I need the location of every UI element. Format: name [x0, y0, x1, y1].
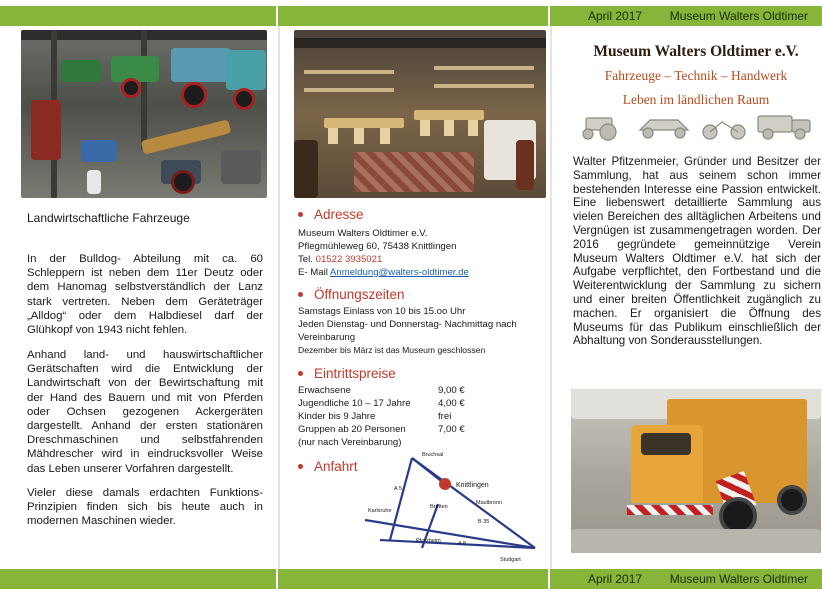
price-row-adults: [298, 384, 546, 397]
heading-opening-hours-text: Öffnungszeiten: [314, 287, 405, 302]
bullet-icon: [298, 212, 303, 217]
fold-line-left: [278, 26, 280, 569]
bullet-icon: [298, 464, 303, 469]
price-label: Gruppen ab 20 Personen: [298, 424, 406, 435]
address-email-row: [298, 266, 546, 279]
price-label: Kinder bis 9 Jahre: [298, 411, 376, 422]
header-date: April 2017: [588, 9, 643, 23]
footer-band-middle: [278, 569, 548, 589]
address-name: Museum Walters Oldtimer e.V.: [298, 228, 428, 239]
museum-subtitle-rural-life: Leben im ländlichen Raum: [622, 92, 770, 107]
motorcycle-icon: [703, 122, 745, 139]
price-list: [298, 384, 546, 449]
map-label-b35: B 35: [478, 519, 490, 525]
header-band-left: [0, 6, 276, 26]
map-label-pforzheim: Pforzheim: [416, 538, 441, 544]
photo-vintage-truck: [571, 389, 821, 553]
header-band-right: [550, 6, 822, 26]
map-label-bruchsal: Bruchsal: [422, 452, 444, 458]
directions-map: [360, 448, 545, 566]
price-value: 4,00 €: [438, 398, 465, 409]
footer-band-left: [0, 569, 276, 589]
price-label: Erwachsene: [298, 385, 351, 396]
heading-opening-hours: [298, 287, 405, 302]
opening-hours-block: [298, 305, 546, 357]
footer-band: [0, 569, 822, 589]
vintage-truck-icon: [758, 116, 810, 139]
map-road-a8-upper: [412, 458, 535, 548]
header-museum-name: Museum Walters Oldtimer: [669, 9, 808, 23]
price-row-children: [298, 410, 546, 423]
map-label-bretten: Bretten: [430, 504, 448, 510]
map-label-a5: A 5: [394, 486, 402, 492]
heading-admission-prices: [298, 366, 396, 381]
price-row-youth: [298, 397, 546, 410]
map-label-maulbronn: Maulbronn: [476, 500, 502, 506]
hours-closed-note: Dezember bis März ist das Museum geschlossen: [298, 345, 486, 355]
paragraph-agricultural-equipment: Anhand land- und hauswirtschaftlicher Gerätschaften wird die Entwicklung der Landwirtschaft von der Bewirtschaftung mit der Hand des Bauern und mit von Pferden oder Ochsen gezogenen Ackergeräten dargestellt. Anhand der ersten stationären Dreschmaschinen und selbstfahrenden Mähdrescher wird in eindrucksvoller Weise das Leben unserer Vorfahren dargestellt.: [27, 349, 263, 475]
header-band: [0, 6, 822, 26]
photo-museum-cafe: [294, 30, 546, 198]
price-group-note: (nur nach Vereinbarung): [298, 437, 402, 448]
map-marker-knittlingen: [439, 478, 451, 490]
map-label-a8: A 8: [458, 541, 466, 547]
map-label-karlsruhe: Karlsruhe: [368, 508, 392, 514]
price-label: Jugendliche 10 – 17 Jahre: [298, 398, 411, 409]
paragraph-museum-history: Walter Pfitzenmeier, Gründer und Besitzer der Sammlung, hat aus seinem schon immer bestehenden Interesse eine Passion entwickelt. Eine liebenswert detaillierte Sammlung aus vielen Bereichen des alltäglichen Arbeitens und Vergnügen ist zusammengetragen worden. Der 2016 gegründete gemeinnützige Verein Museum Walters Oldtimer e.V. hat sich der Aufgabe verpflichtet, den Fortbestand und die Weiterentwicklung der Sammlung zu sichern und einer breiten Öffentlichkeit zugänglich zu machen. Er organisiert die Öffnung des Museums für das Publikum einschließlich der Abhaltung von Sonderausstellungen.: [573, 155, 821, 348]
vintage-car-icon: [640, 120, 688, 138]
price-row-groups: [298, 423, 546, 436]
hours-saturday: Samstags Einlass von 10 bis 15.oo Uhr: [298, 306, 466, 317]
vintage-vehicles-logo: [578, 108, 818, 142]
museum-subtitle-vehicles: Fahrzeuge – Technik – Handwerk: [604, 68, 788, 83]
heading-address: [298, 207, 364, 222]
hours-weekday: Jeden Dienstag- und Donnerstag- Nachmittag nach Vereinbarung: [298, 319, 517, 343]
phone-label: Tel.: [298, 254, 313, 265]
map-label-stuttgart: Stuttgart: [500, 557, 521, 563]
price-value: frei: [438, 411, 452, 422]
bullet-icon: [298, 292, 303, 297]
price-value: 9,00 €: [438, 385, 465, 396]
paragraph-function-principles: Vieler diese damals erdachten Funktions-Prinzipien finden sich bis heute auch in modernen Maschinen wieder.: [27, 487, 263, 528]
phone-number[interactable]: 01522 3935021: [315, 254, 383, 265]
footer-date: April 2017: [588, 572, 643, 586]
heading-directions: [298, 459, 358, 474]
email-label: E- Mail: [298, 267, 328, 278]
header-band-middle: [278, 6, 548, 26]
address-phone-row: [298, 253, 546, 266]
footer-band-right: [550, 569, 822, 589]
email-link[interactable]: Anmeldung@walters-oldtimer.de: [330, 267, 469, 278]
heading-directions-text: Anfahrt: [314, 459, 358, 474]
museum-title: Museum Walters Oldtimer e.V.: [593, 43, 799, 60]
heading-agricultural-vehicles: Landwirtschaftliche Fahrzeuge: [27, 211, 190, 225]
address-block: [298, 227, 546, 279]
heading-admission-prices-text: Eintrittspreise: [314, 366, 396, 381]
photo-tractor-hall: [21, 30, 267, 198]
price-value: 7,00 €: [438, 424, 465, 435]
map-label-knittlingen: Knittlingen: [456, 482, 489, 489]
heading-address-text: Adresse: [314, 207, 364, 222]
bullet-icon: [298, 371, 303, 376]
footer-museum-name: Museum Walters Oldtimer: [669, 572, 808, 586]
address-street: Pflegmühleweg 60, 75438 Knittlingen: [298, 241, 457, 252]
tractor-icon: [583, 118, 616, 140]
fold-line-right: [550, 26, 552, 569]
paragraph-bulldog-department: In der Bulldog- Abteilung mit ca. 60 Schleppern ist neben dem 11er Deutz oder dem Hanomag selbstverständlich der Lanz stark vertreten. Neben dem Geräteträger „Alldog“ oder dem Halbdiesel darf der Glühkopf von 1943 nicht fehlen.: [27, 253, 263, 337]
